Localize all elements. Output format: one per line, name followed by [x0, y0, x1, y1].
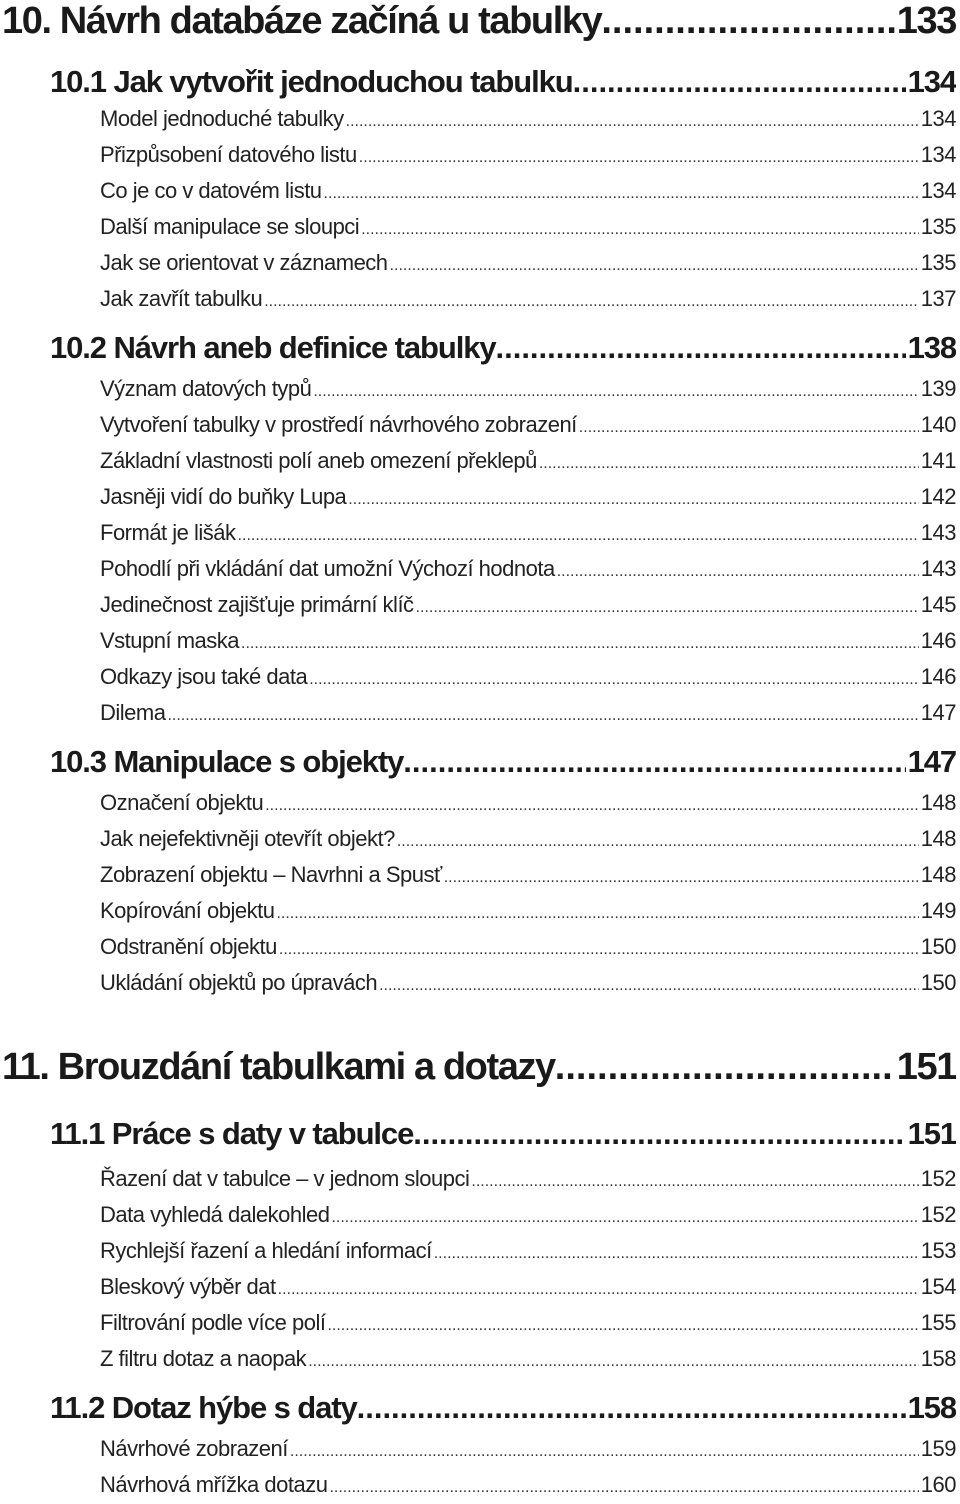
toc-page-number: 153	[920, 1238, 956, 1263]
toc-page-number: 140	[920, 412, 956, 437]
toc-item	[100, 664, 956, 696]
toc-item	[100, 250, 956, 282]
toc-entry-title: Přizpůsobení datového listu	[100, 142, 357, 167]
toc-item	[100, 790, 956, 822]
toc-item	[100, 1310, 956, 1342]
toc-entry-title: Jak nejefektivněji otevřít objekt?	[100, 826, 395, 851]
toc-item	[100, 826, 956, 858]
toc-entry-title: 10. Návrh databáze začíná u tabulky	[2, 0, 602, 42]
dot-leader	[434, 1245, 919, 1263]
toc-page-number: 143	[920, 520, 956, 545]
dot-leader	[329, 1479, 918, 1497]
toc-entry-title: Vstupní maska	[100, 628, 240, 653]
dot-leader	[379, 977, 919, 995]
toc-page-number: 141	[920, 448, 956, 473]
toc-entry-title: 10.3 Manipulace s objekty	[50, 744, 404, 779]
toc-page-number: 155	[920, 1310, 956, 1335]
dot-leader	[290, 1443, 919, 1461]
toc-entry-title: 11.1 Práce s daty v tabulce	[50, 1116, 414, 1151]
dot-leader	[309, 671, 919, 689]
section-entry	[50, 1116, 956, 1156]
dot-leader	[495, 330, 905, 366]
toc-entry-title: Vytvoření tabulky v prostředí návrhového zobrazení	[100, 412, 577, 437]
toc-page-number: 134	[920, 178, 956, 203]
toc-item	[100, 934, 956, 966]
dot-leader	[573, 64, 906, 100]
dot-leader	[557, 563, 919, 581]
toc-page-number: 152	[920, 1166, 956, 1191]
dot-leader	[308, 1353, 919, 1371]
toc-page-number: 151	[896, 1046, 956, 1088]
toc-entry-title: 11. Brouzdání tabulkami a dotazy	[2, 1046, 555, 1088]
toc-page-number: 150	[920, 970, 956, 995]
toc-entry-title: Základní vlastnosti polí aneb omezení překlepů	[100, 448, 537, 473]
toc-item	[100, 1436, 956, 1468]
toc-page-number: 152	[920, 1202, 956, 1227]
toc-page-number: 150	[920, 934, 956, 959]
toc-page-number: 142	[920, 484, 956, 509]
toc-item	[100, 970, 956, 1002]
dot-leader	[357, 1390, 906, 1426]
dot-leader	[416, 599, 919, 617]
toc-entry-title: Zobrazení objektu – Navrhni a Spusť	[100, 862, 442, 887]
dot-leader	[403, 744, 905, 780]
toc-entry-title: Bleskový výběr dat	[100, 1274, 276, 1299]
toc-item	[100, 592, 956, 624]
toc-entry-title: 11.2 Dotaz hýbe s daty	[50, 1390, 357, 1425]
toc-item	[100, 178, 956, 210]
toc-entry-title: Význam datových typů	[100, 376, 312, 401]
dot-leader	[471, 1173, 918, 1191]
dot-leader	[348, 491, 918, 509]
dot-leader	[238, 527, 919, 545]
toc-item	[100, 484, 956, 516]
chapter-entry	[2, 1046, 956, 1090]
toc-entry-title: Návrhové zobrazení	[100, 1436, 288, 1461]
toc-item	[100, 1166, 956, 1198]
toc-entry-title: Dilema	[100, 700, 166, 725]
dot-leader	[397, 833, 919, 851]
toc-item	[100, 898, 956, 930]
dot-leader	[327, 1317, 918, 1335]
dot-leader	[331, 1209, 918, 1227]
toc-entry-title: Odkazy jsou také data	[100, 664, 308, 689]
toc-entry-title: Z filtru dotaz a naopak	[100, 1346, 307, 1371]
dot-leader	[413, 1116, 905, 1152]
toc-page-number: 135	[920, 250, 956, 275]
toc-item	[100, 448, 956, 480]
toc-page-number: 151	[907, 1116, 956, 1151]
toc-entry-title: Model jednoduché tabulky	[100, 106, 344, 131]
toc-page-number: 135	[920, 214, 956, 239]
toc-item	[100, 1274, 956, 1306]
toc-item	[100, 1238, 956, 1270]
toc-item	[100, 1346, 956, 1378]
toc-page-number: 137	[920, 286, 956, 311]
toc-entry-title: Data vyhledá dalekohled	[100, 1202, 330, 1227]
toc-item	[100, 628, 956, 660]
dot-leader	[276, 905, 918, 923]
toc-entry-title: Další manipulace se sloupci	[100, 214, 360, 239]
toc-item	[100, 862, 956, 894]
toc-page-number: 138	[907, 330, 956, 365]
dot-leader	[346, 113, 919, 131]
toc-entry-title: Jasněji vidí do buňky Lupa	[100, 484, 347, 509]
toc-page-number: 158	[907, 1390, 956, 1425]
toc-page-number: 149	[920, 898, 956, 923]
toc-page-number: 159	[920, 1436, 956, 1461]
section-entry	[50, 1390, 956, 1430]
toc-entry-title: Jak se orientovat v záznamech	[100, 250, 388, 275]
toc-item	[100, 376, 956, 408]
toc-item	[100, 412, 956, 444]
dot-leader	[264, 293, 919, 311]
toc-page-number: 146	[920, 628, 956, 653]
toc-item	[100, 1202, 956, 1234]
toc-entry-title: Označení objektu	[100, 790, 264, 815]
toc-entry-title: 10.2 Návrh aneb definice tabulky	[50, 330, 496, 365]
toc-page-number: 133	[896, 0, 956, 42]
toc-page-number: 148	[920, 790, 956, 815]
toc-entry-title: Řazení dat v tabulce – v jednom sloupci	[100, 1166, 470, 1191]
toc-page-number: 148	[920, 826, 956, 851]
dot-leader	[278, 1281, 919, 1299]
toc-page-number: 158	[920, 1346, 956, 1371]
toc-page-number: 134	[920, 142, 956, 167]
toc-item	[100, 286, 956, 318]
toc-item	[100, 1472, 956, 1504]
toc-page-number: 148	[920, 862, 956, 887]
chapter-entry	[2, 0, 956, 44]
dot-leader	[313, 383, 918, 401]
toc-item	[100, 520, 956, 552]
dot-leader	[167, 707, 918, 725]
toc-page-number: 145	[920, 592, 956, 617]
toc-entry-title: Kopírování objektu	[100, 898, 275, 923]
toc-page-number: 147	[907, 744, 956, 779]
dot-leader	[265, 797, 919, 815]
toc-page-number: 146	[920, 664, 956, 689]
toc-entry-title: Jak zavřít tabulku	[100, 286, 263, 311]
toc-item	[100, 106, 956, 138]
toc-item	[100, 556, 956, 588]
dot-leader	[359, 149, 919, 167]
dot-leader	[579, 419, 919, 437]
toc-page-number: 134	[907, 64, 956, 99]
toc-entry-title: Formát je lišák	[100, 520, 236, 545]
toc-page-number: 154	[920, 1274, 956, 1299]
toc-page-number: 143	[920, 556, 956, 581]
dot-leader	[279, 941, 919, 959]
toc-item	[100, 142, 956, 174]
toc-entry-title: Pohodlí při vkládání dat umožní Výchozí hodnota	[100, 556, 555, 581]
toc-entry-title: Jedinečnost zajišťuje primární klíč	[100, 592, 414, 617]
dot-leader	[241, 635, 919, 653]
toc-entry-title: Návrhová mřížka dotazu	[100, 1472, 328, 1497]
dot-leader	[324, 185, 919, 203]
toc-entry-title: Co je co v datovém listu	[100, 178, 322, 203]
toc-item	[100, 214, 956, 246]
toc-entry-title: 10.1 Jak vytvořit jednoduchou tabulku	[50, 64, 573, 99]
toc-item	[100, 700, 956, 732]
toc-entry-title: Odstranění objektu	[100, 934, 277, 959]
toc-page-number: 160	[920, 1472, 956, 1497]
dot-leader	[444, 869, 919, 887]
dot-leader	[555, 1046, 895, 1089]
dot-leader	[539, 455, 919, 473]
section-entry	[50, 744, 956, 784]
toc-entry-title: Rychlejší řazení a hledání informací	[100, 1238, 432, 1263]
toc-entry-title: Ukládání objektů po úpravách	[100, 970, 378, 995]
toc-page-number: 139	[920, 376, 956, 401]
dot-leader	[361, 221, 919, 239]
toc-entry-title: Filtrování podle více polí	[100, 1310, 326, 1335]
toc-page-number: 147	[920, 700, 956, 725]
section-entry	[50, 330, 956, 370]
dot-leader	[601, 0, 894, 43]
toc-page-number: 134	[920, 106, 956, 131]
dot-leader	[390, 257, 919, 275]
section-entry	[50, 64, 956, 104]
